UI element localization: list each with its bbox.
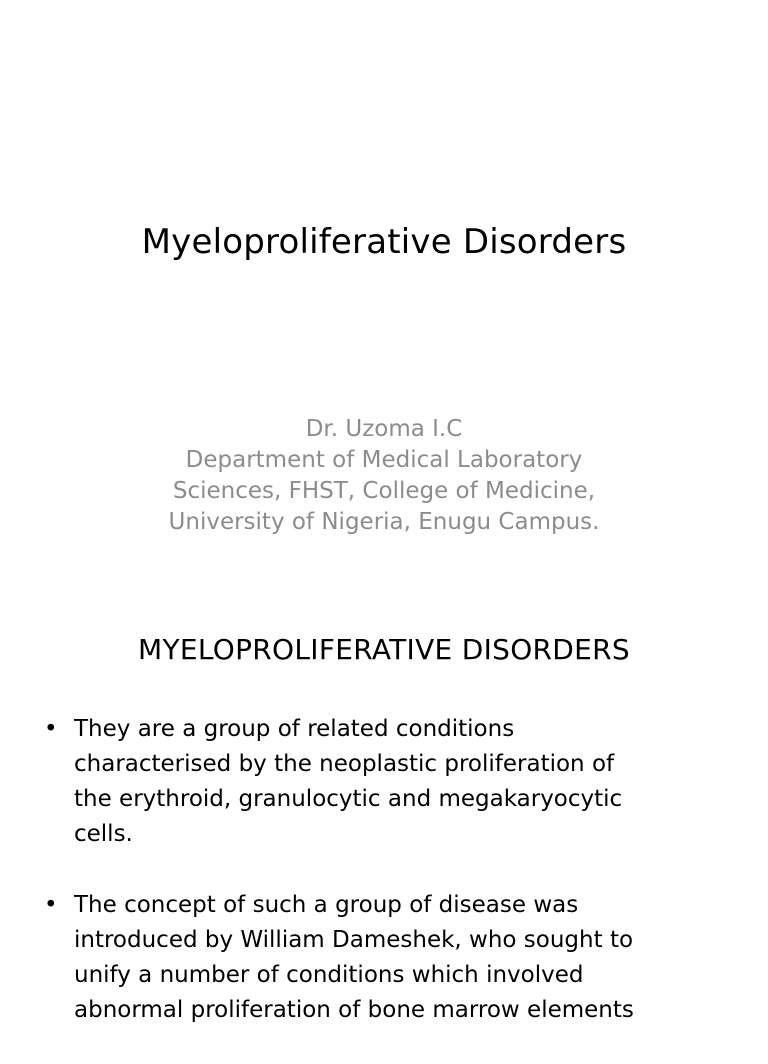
bullet-line: unify a number of conditions which involved xyxy=(74,962,584,988)
author-name: Dr. Uzoma I.C xyxy=(305,416,463,442)
slide-heading: MYELOPROLIFERATIVE DISORDERS xyxy=(137,633,630,666)
bullet-line: abnormal proliferation of bone marrow elements xyxy=(74,997,634,1023)
bullet-item xyxy=(44,888,744,1028)
author-affiliation xyxy=(0,414,768,538)
bullet-text xyxy=(74,712,744,852)
bullet-line: characterised by the neoplastic proliferation of xyxy=(74,751,615,777)
bullet-line: The concept of such a group of disease was xyxy=(74,892,579,918)
affiliation-line: University of Nigeria, Enugu Campus. xyxy=(168,509,600,535)
affiliation-line: Department of Medical Laboratory xyxy=(185,447,583,473)
slide-title: Myeloproliferative Disorders xyxy=(141,222,627,262)
bullet-icon: • xyxy=(44,716,58,742)
bullet-text xyxy=(74,888,744,1028)
bullet-line: introduced by William Dameshek, who sought to xyxy=(74,927,634,953)
bullet-line: the erythroid, granulocytic and megakaryocytic xyxy=(74,786,623,812)
bullet-line: They are a group of related conditions xyxy=(74,716,515,742)
bullet-list xyxy=(44,712,744,1064)
bullet-item xyxy=(44,712,744,852)
bullet-line: cells. xyxy=(74,821,133,847)
bullet-icon: • xyxy=(44,892,58,918)
content-slide xyxy=(0,576,768,1024)
affiliation-line: Sciences, FHST, College of Medicine, xyxy=(172,478,596,504)
